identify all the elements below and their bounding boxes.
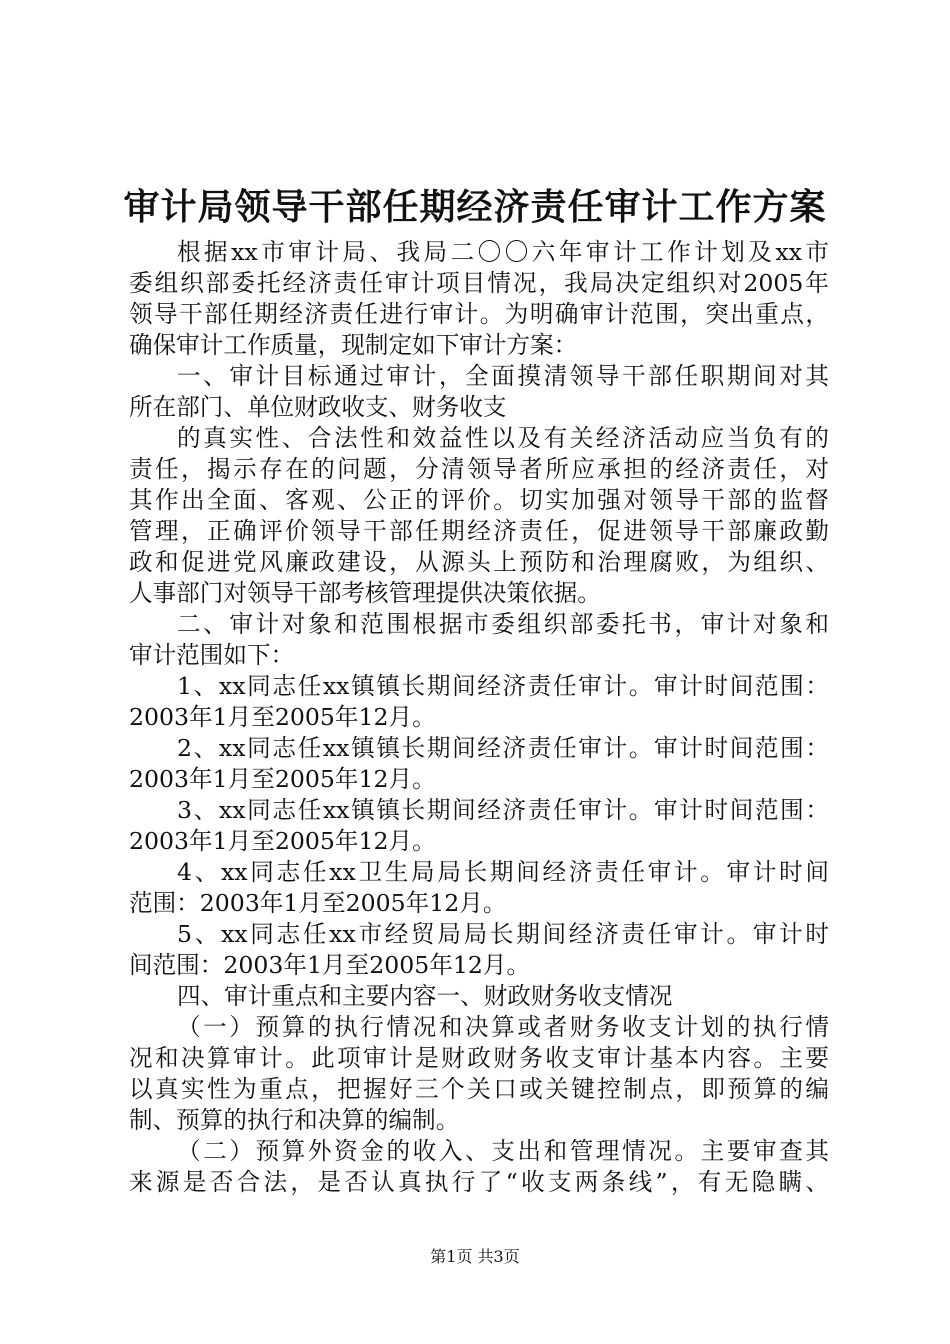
body-line: （二）预算外资金的收入、支出和管理情况。主要审查其 <box>177 1137 829 1165</box>
body-line: 2、xx同志任xx镇镇长期间经济责任审计。审计时间范围： <box>177 734 829 762</box>
body-line: 委组织部委托经济责任审计项目情况，我局决定组织对2005年 <box>129 269 829 297</box>
body-line: 间范围：2003年1月至2005年12月。 <box>129 951 531 979</box>
document-title: 审计局领导干部任期经济责任审计工作方案 <box>123 186 827 228</box>
body-line: 2003年1月至2005年12月。 <box>129 827 436 855</box>
body-line: 根据xx市审计局、我局二〇〇六年审计工作计划及xx市 <box>177 238 829 266</box>
page-number: 第1页 共3页 <box>430 1247 520 1266</box>
body-line: 人事部门对领导干部考核管理提供决策依据。 <box>129 579 601 607</box>
body-line: 2003年1月至2005年12月。 <box>129 703 436 731</box>
body-line: 四、审计重点和主要内容一、财政财务收支情况 <box>177 982 673 1010</box>
body-line: 的真实性、合法性和效益性以及有关经济活动应当负有的 <box>177 424 829 452</box>
body-line: 管理，正确评价领导干部任期经济责任，促进领导干部廉政勤 <box>129 517 829 545</box>
body-line: 况和决算审计。此项审计是财政财务收支审计基本内容。主要 <box>129 1044 829 1072</box>
body-line: 审计范围如下： <box>129 641 295 669</box>
body-line: 二、审计对象和范围根据市委组织部委托书，审计对象和 <box>177 610 829 638</box>
body-line: 所在部门、单位财政收支、财务收支 <box>129 393 507 421</box>
body-line: 5、xx同志任xx市经贸局局长期间经济责任审计。审计时 <box>177 920 829 948</box>
body-line: （一）预算的执行情况和决算或者财务收支计划的执行情 <box>177 1013 829 1041</box>
body-line: 责任，揭示存在的问题，分清领导者所应承担的经济责任，对 <box>129 455 829 483</box>
body-line: 制、预算的执行和决算的编制。 <box>129 1106 460 1134</box>
document-body <box>129 237 829 1198</box>
body-line: 2003年1月至2005年12月。 <box>129 765 436 793</box>
body-line: 3、xx同志任xx镇镇长期间经济责任审计。审计时间范围： <box>177 796 829 824</box>
body-line: 确保审计工作质量，现制定如下审计方案： <box>129 331 578 359</box>
body-line: 来源是否合法，是否认真执行了“收支两条线”，有无隐瞒、 <box>129 1168 829 1196</box>
body-line: 政和促进党风廉政建设，从源头上预防和治理腐败，为组织、 <box>129 548 829 576</box>
body-line: 4、xx同志任xx卫生局局长期间经济责任审计。审计时间 <box>177 858 829 886</box>
body-line: 以真实性为重点，把握好三个关口或关键控制点，即预算的编 <box>129 1075 829 1103</box>
body-line: 其作出全面、客观、公正的评价。切实加强对领导干部的监督 <box>129 486 829 514</box>
body-line: 范围：2003年1月至2005年12月。 <box>129 889 507 917</box>
body-line: 领导干部任期经济责任进行审计。为明确审计范围，突出重点， <box>129 300 829 328</box>
body-line: 1、xx同志任xx镇镇长期间经济责任审计。审计时间范围： <box>177 672 829 700</box>
body-line: 一、审计目标通过审计，全面摸清领导干部任职期间对其 <box>177 362 829 390</box>
